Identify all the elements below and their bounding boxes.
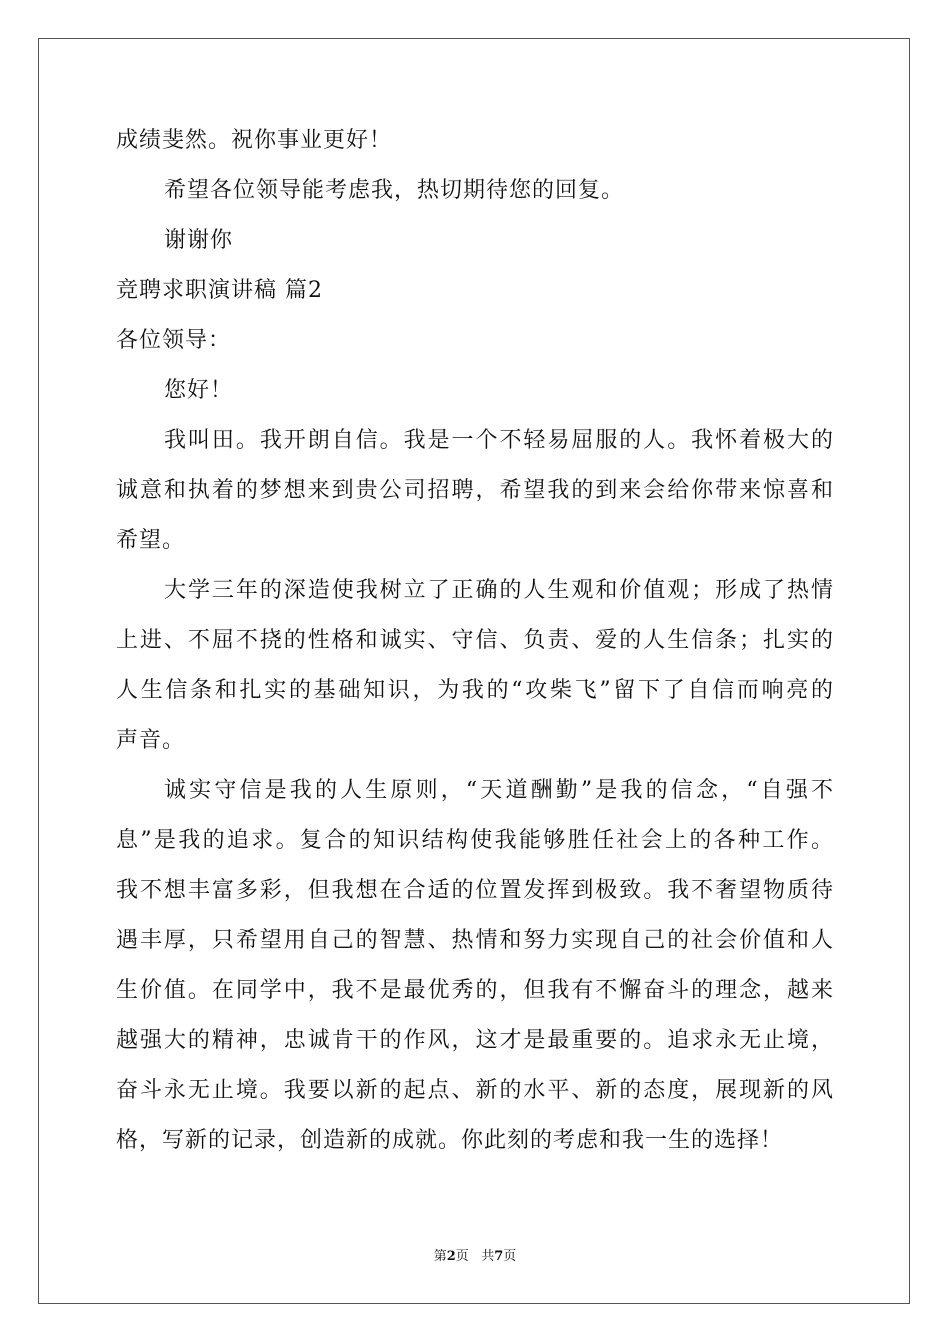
text-line: 遇丰厚，只希望用自己的智慧、热情和努力实现自己的社会价值和人 bbox=[116, 928, 834, 953]
text-line: 诚意和执着的梦想来到贵公司招聘，希望我的到来会给你带来惊喜和 bbox=[116, 478, 834, 503]
text-line: 格，写新的记录，创造新的成就。你此刻的考虑和我一生的选择！ bbox=[116, 1128, 784, 1153]
total-prefix: 共 bbox=[481, 1249, 495, 1264]
salutation: 各位领导： bbox=[116, 328, 232, 353]
text-line: 诚实守信是我的人生原则，“天道酬勤”是我的信念，“自强不 bbox=[164, 778, 834, 803]
text-line: 成绩斐然。祝你事业更好！ bbox=[116, 128, 393, 153]
text-line: 奋斗永无止境。我要以新的起点、新的水平、新的态度，展现新的风 bbox=[116, 1078, 834, 1103]
text-line: 生价值。在同学中，我不是最优秀的，但我有不懈奋斗的理念，越来 bbox=[116, 978, 834, 1003]
text-line: 希望。 bbox=[116, 528, 186, 553]
greeting: 您好！ bbox=[164, 378, 234, 403]
text-line: 人生信条和扎实的基础知识，为我的“攻柴飞”留下了自信而响亮的 bbox=[116, 678, 834, 703]
total-pages: 7 bbox=[494, 1249, 504, 1264]
text-line: 大学三年的深造使我树立了正确的人生观和价值观；形成了热情 bbox=[164, 578, 834, 603]
page-number: 2 bbox=[446, 1249, 456, 1264]
section-heading: 竞聘求职演讲稿 篇2 bbox=[116, 278, 323, 303]
text-line: 我叫田。我开朗自信。我是一个不轻易屈服的人。我怀着极大的 bbox=[164, 428, 834, 453]
text-line: 声音。 bbox=[116, 728, 186, 753]
text-line: 希望各位领导能考虑我，热切期待您的回复。 bbox=[164, 178, 625, 203]
total-suffix: 页 bbox=[503, 1249, 517, 1264]
text-line: 越强大的精神，忠诚肯干的作风，这才是最重要的。追求永无止境， bbox=[116, 1028, 834, 1053]
page-footer bbox=[0, 1248, 950, 1266]
text-line: 我不想丰富多彩，但我想在合适的位置发挥到极致。我不奢望物质待 bbox=[116, 878, 834, 903]
text-line: 息”是我的追求。复合的知识结构使我能够胜任社会上的各种工作。 bbox=[116, 828, 834, 853]
page-prefix: 第 bbox=[433, 1249, 447, 1264]
page-suffix: 页 bbox=[455, 1249, 469, 1264]
text-line: 上进、不屈不挠的性格和诚实、守信、负责、爱的人生信条；扎实的 bbox=[116, 628, 834, 653]
text-line: 谢谢你 bbox=[164, 228, 234, 253]
